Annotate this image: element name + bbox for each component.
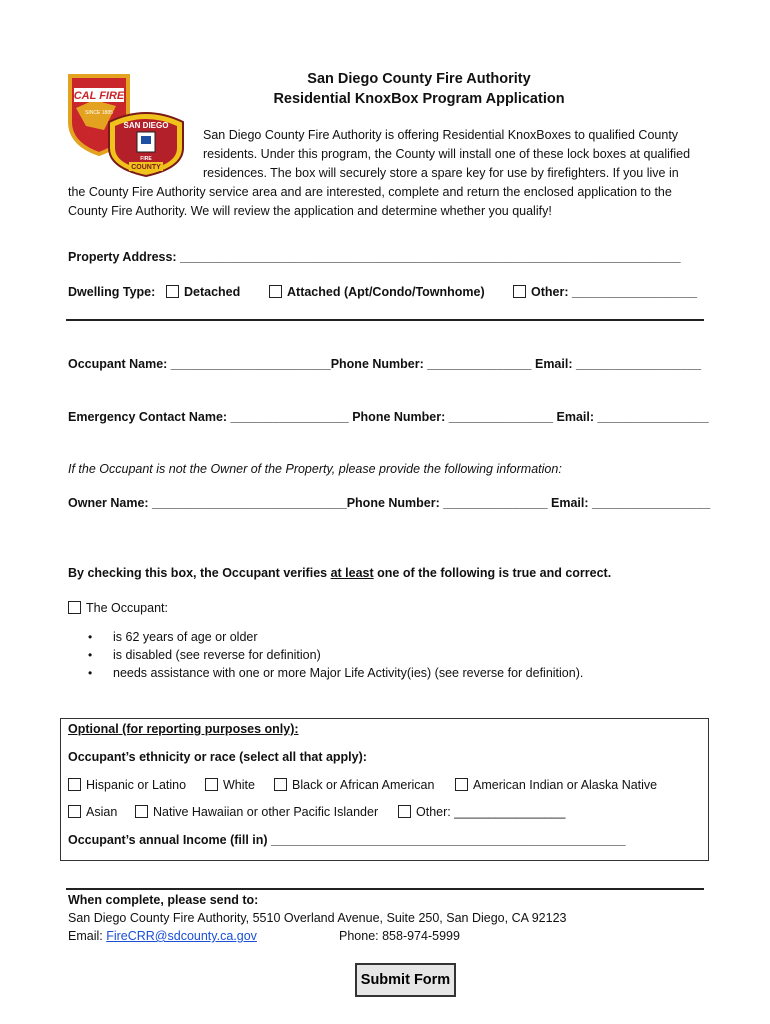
hawaiian-checkbox[interactable] <box>135 805 148 818</box>
verify-text-before: By checking this box, the Occupant verifies <box>68 566 331 580</box>
svg-text:CAL FIRE: CAL FIRE <box>73 90 125 102</box>
intro-line: County Fire Authority. We will review the application and determine whether you qualify! <box>68 204 552 218</box>
intro-line: the County Fire Authority service area and are interested, complete and return the enclosed application to the <box>68 185 672 199</box>
dwelling-detached-option[interactable] <box>166 285 240 299</box>
ethnicity-option-hispanic[interactable] <box>68 778 186 792</box>
footer-divider <box>66 888 704 890</box>
emergency-contact-row[interactable]: Emergency Contact Name: _________________ Phone Number: _______________ Email: ________________ <box>68 410 709 424</box>
other-ethnicity-label: Other: ________________ <box>416 805 566 819</box>
svg-text:SINCE 1885: SINCE 1885 <box>85 110 113 116</box>
white-label: White <box>223 778 255 792</box>
asian-checkbox[interactable] <box>68 805 81 818</box>
occupant-verify-label: The Occupant: <box>86 601 168 615</box>
svg-text:FIRE: FIRE <box>140 156 152 162</box>
owner-note: If the Occupant is not the Owner of the Property, please provide the following information: <box>68 462 562 476</box>
section-divider <box>66 319 704 321</box>
san-diego-county-fire-logo <box>103 108 189 178</box>
phone-contact: Phone: 858-974-5999 <box>339 929 460 943</box>
optional-heading: Optional (for reporting purposes only): <box>68 722 299 736</box>
ethnicity-option-american-indian[interactable] <box>455 778 657 792</box>
ethnicity-option-hawaiian[interactable] <box>135 805 378 819</box>
black-checkbox[interactable] <box>274 778 287 791</box>
form-title-line1: San Diego County Fire Authority <box>307 71 531 87</box>
email-link[interactable]: FireCRR@sdcounty.ca.gov <box>106 929 257 943</box>
intro-line: San Diego County Fire Authority is offering Residential KnoxBoxes to qualified County <box>203 128 679 142</box>
verify-text-after: one of the following is true and correct. <box>373 566 612 580</box>
other-dwelling-label: Other: __________________ <box>531 285 698 299</box>
annual-income-field[interactable]: Occupant’s annual Income (fill in) ___________________________________________________ <box>68 833 626 847</box>
list-item: • is disabled (see reverse for definition) <box>88 646 583 664</box>
submit-form-button[interactable]: Submit Form <box>355 963 456 997</box>
white-checkbox[interactable] <box>205 778 218 791</box>
dwelling-type-label: Dwelling Type: <box>68 285 156 299</box>
send-to-label: When complete, please send to: <box>68 893 259 907</box>
dwelling-type-row <box>68 285 155 299</box>
intro-line: residences. The box will securely store a spare key for use by firefighters. If you live in <box>203 166 679 180</box>
occupant-verify-checkbox[interactable] <box>68 601 81 614</box>
ethnicity-option-black[interactable] <box>274 778 434 792</box>
email-label: Email: <box>68 929 107 943</box>
ethnicity-option-other[interactable] <box>398 805 565 819</box>
eligibility-list <box>88 628 583 682</box>
attached-label: Attached (Apt/Condo/Townhome) <box>287 285 485 299</box>
owner-contact-row[interactable]: Owner Name: ____________________________Phone Number: _______________ Email: _________________ <box>68 496 711 510</box>
detached-checkbox[interactable] <box>166 285 179 298</box>
occupant-contact-row[interactable]: Occupant Name: _______________________Phone Number: _______________ Email: __________________ <box>68 357 702 371</box>
ethnicity-label: Occupant’s ethnicity or race (select all that apply): <box>68 750 367 764</box>
hawaiian-label: Native Hawaiian or other Pacific Islander <box>153 805 379 819</box>
list-item: • is 62 years of age or older <box>88 628 583 646</box>
detached-label: Detached <box>184 285 241 299</box>
american-indian-checkbox[interactable] <box>455 778 468 791</box>
dwelling-other-option[interactable] <box>513 285 697 299</box>
mailing-address: San Diego County Fire Authority, 5510 Overland Avenue, Suite 250, San Diego, CA 92123 <box>68 911 567 925</box>
other-dwelling-checkbox[interactable] <box>513 285 526 298</box>
ethnicity-option-asian[interactable] <box>68 805 117 819</box>
email-contact <box>68 929 257 943</box>
verify-text-underlined: at least <box>330 566 374 580</box>
ethnicity-option-white[interactable] <box>205 778 255 792</box>
list-item: • needs assistance with one or more Major Life Activity(ies) (see reverse for definition). <box>88 664 583 682</box>
intro-line: residents. Under this program, the County will install one of these lock boxes at qualified <box>203 147 691 161</box>
svg-text:SAN DIEGO: SAN DIEGO <box>123 121 169 130</box>
property-address-field[interactable]: Property Address: ________________________________________________________________________ <box>68 250 681 264</box>
american-indian-label: American Indian or Alaska Native <box>473 778 658 792</box>
form-title-line2: Residential KnoxBox Program Application <box>273 91 565 107</box>
verification-statement <box>68 566 611 580</box>
other-ethnicity-checkbox[interactable] <box>398 805 411 818</box>
attached-checkbox[interactable] <box>269 285 282 298</box>
occupant-verify-option[interactable] <box>68 601 168 615</box>
svg-text:COUNTY: COUNTY <box>131 164 161 171</box>
hispanic-checkbox[interactable] <box>68 778 81 791</box>
asian-label: Asian <box>86 805 118 819</box>
black-label: Black or African American <box>292 778 435 792</box>
dwelling-attached-option[interactable] <box>269 285 485 299</box>
hispanic-label: Hispanic or Latino <box>86 778 187 792</box>
